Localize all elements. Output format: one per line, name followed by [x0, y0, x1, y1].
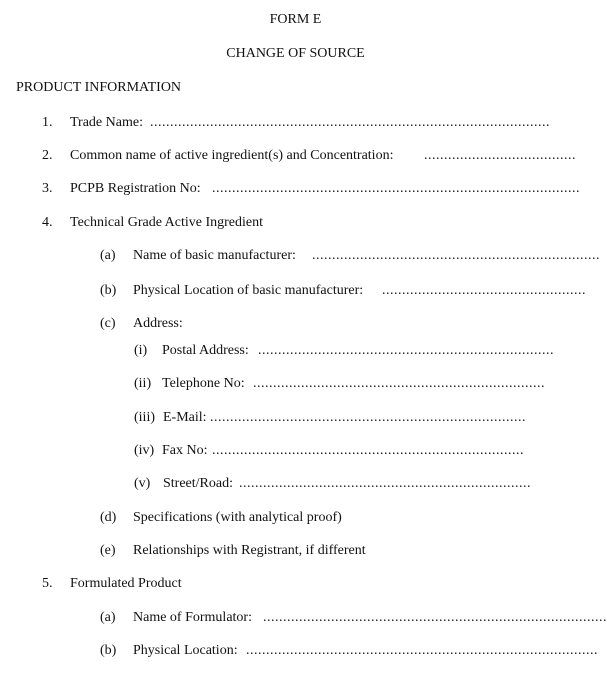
street-road-label: Street/Road:	[163, 476, 233, 491]
item-number: 3.	[42, 181, 53, 196]
sub-letter: (c)	[100, 316, 116, 331]
postal-address-label: Postal Address:	[162, 343, 249, 358]
sub-letter: (b)	[100, 643, 117, 658]
item-number: 4.	[42, 215, 53, 230]
sub-letter: (d)	[100, 510, 117, 525]
form-title: FORM E	[269, 12, 322, 27]
item-number: 5.	[42, 576, 53, 591]
fax-field[interactable]: ..............................................................................	[212, 443, 524, 458]
formulated-product-label: Formulated Product	[70, 576, 182, 591]
form-subtitle: CHANGE OF SOURCE	[226, 46, 365, 61]
manufacturer-location-field[interactable]: ...................................................	[382, 283, 586, 298]
street-road-field[interactable]: .........................................................................	[239, 476, 531, 491]
roman-index: (i)	[134, 343, 148, 358]
registration-no-field[interactable]: ............................................................................................	[212, 181, 580, 196]
basic-manufacturer-label: Name of basic manufacturer:	[133, 248, 296, 263]
email-field[interactable]: ...............................................................................	[210, 410, 526, 425]
roman-index: (ii)	[134, 376, 152, 391]
sub-letter: (b)	[100, 283, 117, 298]
section-heading: PRODUCT INFORMATION	[16, 80, 182, 95]
formulator-name-label: Name of Formulator:	[133, 610, 252, 625]
telephone-label: Telephone No:	[162, 376, 245, 391]
postal-address-field[interactable]: ..........................................................................	[258, 343, 554, 358]
common-name-field[interactable]: ......................................	[424, 148, 576, 163]
basic-manufacturer-field[interactable]: ........................................................................	[312, 248, 600, 263]
physical-location-field[interactable]: ........................................................................................	[246, 643, 598, 658]
email-label: E-Mail:	[163, 410, 207, 425]
item-number: 2.	[42, 148, 53, 163]
item-number: 1.	[42, 115, 53, 130]
telephone-field[interactable]: .........................................................................	[253, 376, 545, 391]
fax-label: Fax No:	[162, 443, 208, 458]
common-name-label: Common name of active ingredient(s) and Concentration:	[70, 148, 394, 163]
roman-index: (iv)	[134, 443, 155, 458]
relationships-label: Relationships with Registrant, if different	[133, 543, 366, 558]
formulator-name-field[interactable]: ......................................................................................	[263, 610, 607, 625]
trade-name-label: Trade Name:	[70, 115, 143, 130]
registration-no-label: PCPB Registration No:	[70, 181, 201, 196]
sub-letter: (e)	[100, 543, 116, 558]
technical-grade-label: Technical Grade Active Ingredient	[70, 215, 263, 230]
manufacturer-location-label: Physical Location of basic manufacturer:	[133, 283, 364, 298]
physical-location-label: Physical Location:	[133, 643, 238, 658]
roman-index: (iii)	[134, 410, 155, 425]
trade-name-field[interactable]: ....................................................................................................	[150, 115, 550, 130]
address-label: Address:	[133, 316, 183, 331]
sub-letter: (a)	[100, 610, 116, 625]
roman-index: (v)	[134, 476, 151, 491]
specifications-label: Specifications (with analytical proof)	[133, 510, 342, 525]
sub-letter: (a)	[100, 248, 116, 263]
